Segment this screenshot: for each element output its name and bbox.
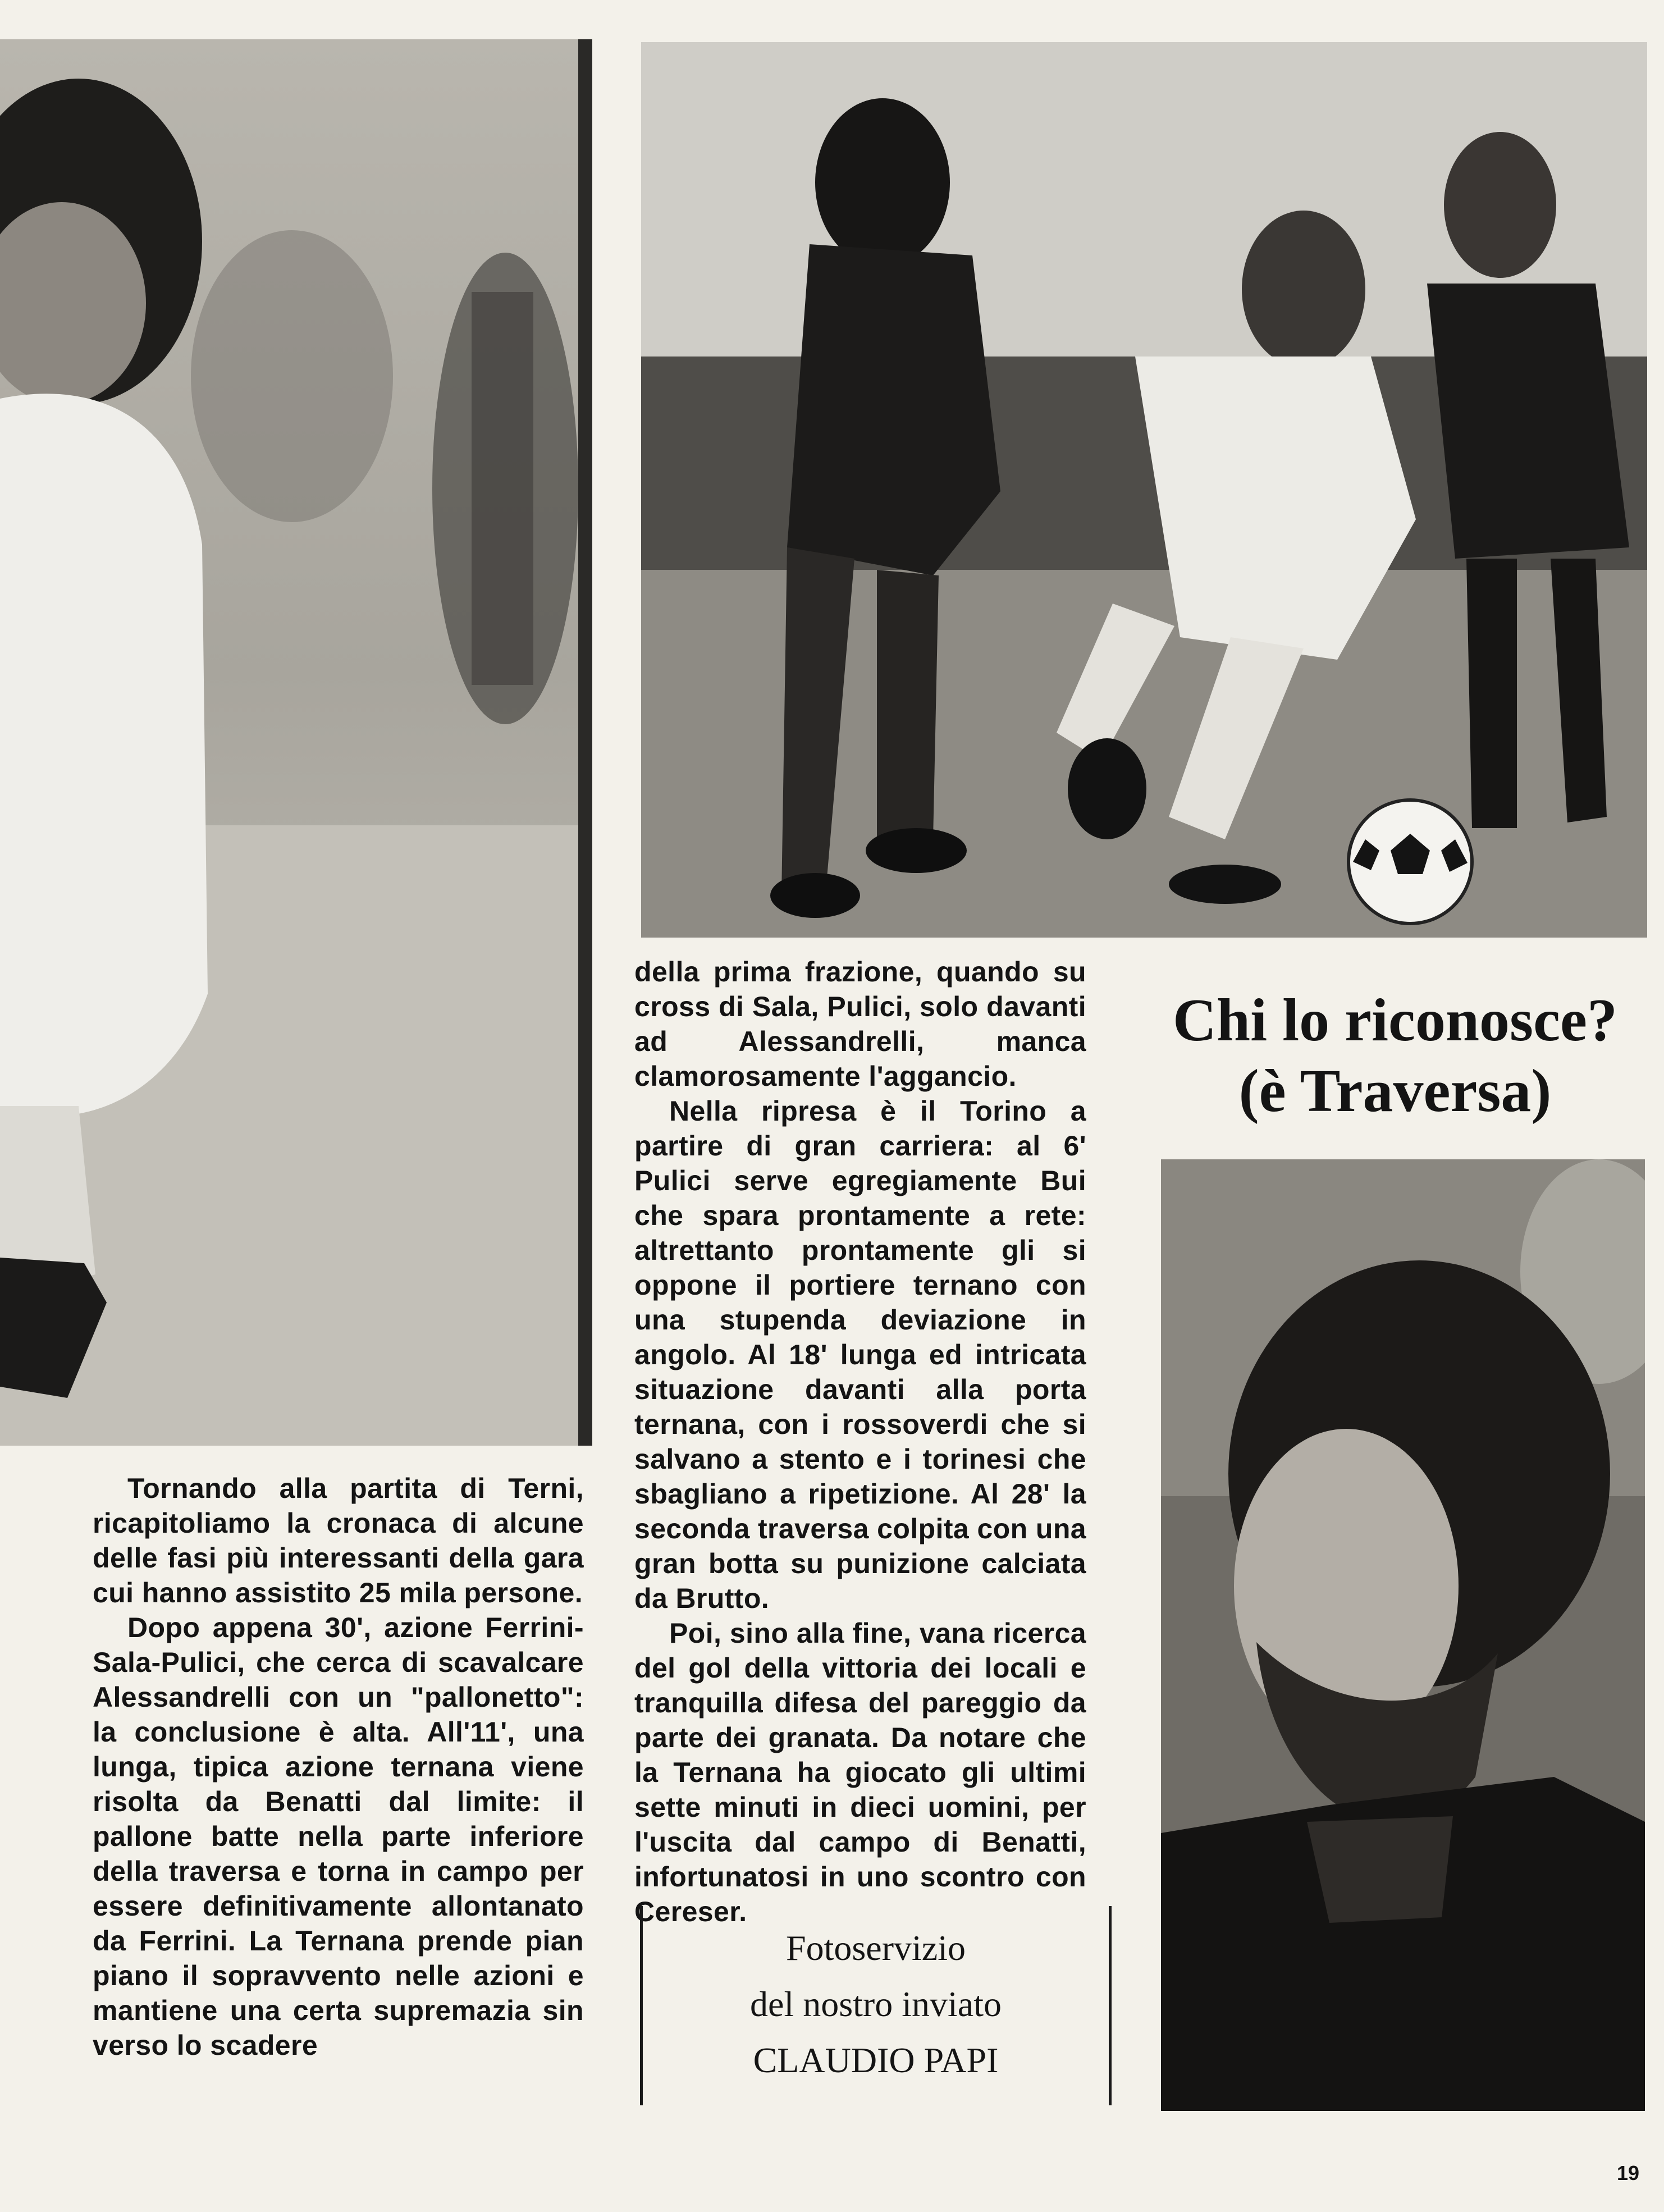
article-paragraph: Poi, sino alla fine, vana ricerca del gol della vittoria dei locali e tranquilla difesa del pareggio da parte dei granata. Da notare che la Ternana ha giocato gli ultimi sette minuti in dieci uomini, per l'uscita dal campo di Benatti, infortunatosi in uno scontro con Cereser.: [634, 1617, 1086, 1927]
article-column-left: [93, 1471, 584, 2063]
photo-traversa-portrait: [1161, 1159, 1645, 2111]
page-number: 19: [1617, 2161, 1640, 2184]
article-paragraph: Tornando alla partita di Terni, ricapitoliamo la cronaca di alcune delle fasi più interessanti della gara cui hanno assistito 25 mila persone.: [93, 1473, 584, 1608]
photo-headline: [1131, 985, 1659, 1127]
headline-line: Chi lo riconosce?: [1173, 987, 1617, 1054]
article-column-middle: [634, 954, 1086, 1929]
photo-credit-box: [640, 1906, 1112, 2105]
photo-match-action: [641, 42, 1647, 938]
credit-line: del nostro inviato: [750, 1984, 1002, 2024]
article-paragraph: Dopo appena 30', azione Ferrini-Sala-Pulici, che cerca di scavalcare Alessandrelli con un "pallonetto": la conclusione è alta. All'11', una lunga, tipica azione ternana viene risolta da Benatti dal limite: il pallone batte nella parte inferiore della traversa e torna in campo per essere definitivamente allontanato da Ferrini. La Ternana prende pian piano il sopravvento nelle azioni e mantiene una certa supremazia sin verso lo scadere: [93, 1612, 584, 2061]
credit-line: CLAUDIO PAPI: [753, 2040, 999, 2080]
article-paragraph: Nella ripresa è il Torino a partire di gran carriera: al 6' Pulici serve egregiamente Bui che spara prontamente a rete: altrettanto prontamente gli si oppone il portiere ternano con una stupenda deviazione in angolo. Al 18' lunga ed intricata situazione davanti alla porta ternana, con i rossoverdi che si salvano a stento e i torinesi che sbagliano a ripetizione. Al 28' la seconda traversa colpita con una gran botta su punizione calciata da Brutto.: [634, 1095, 1086, 1614]
article-paragraph: della prima frazione, quando su cross di Sala, Pulici, solo davanti ad Alessandrelli, manca clamorosamente l'aggancio.: [634, 956, 1086, 1092]
photo-player-closeup: [0, 39, 592, 1446]
credit-line: Fotoservizio: [786, 1928, 966, 1968]
headline-line: (è Traversa): [1238, 1058, 1552, 1125]
